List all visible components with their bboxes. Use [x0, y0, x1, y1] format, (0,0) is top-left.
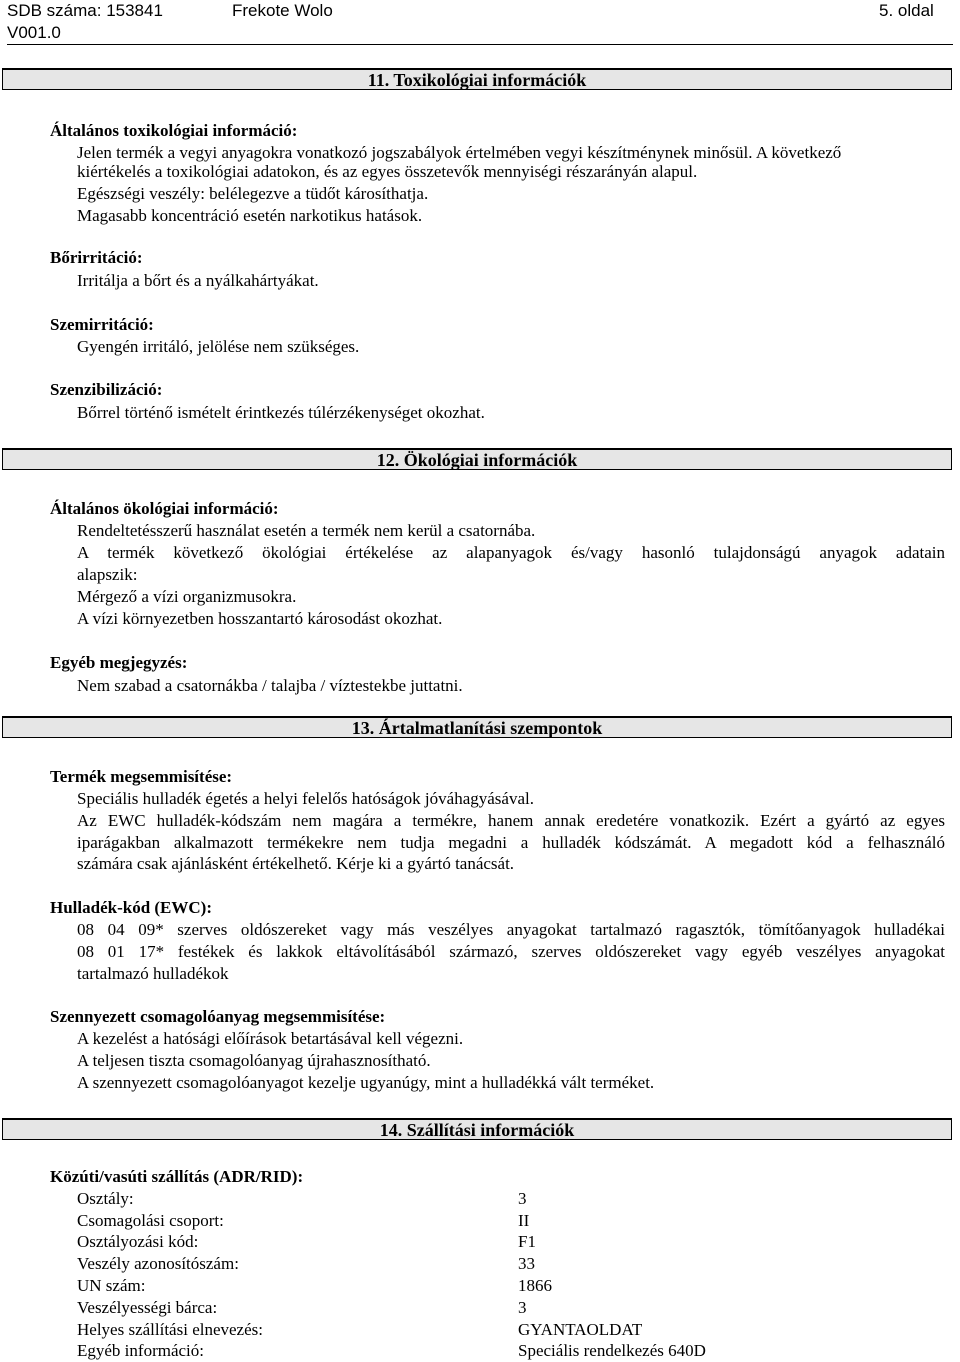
transport-key-label: Veszélyességi bárca:: [77, 1298, 218, 1317]
section-11-heading: 11. Toxikológiai információk: [2, 68, 952, 90]
transport-value-hazard-id: 33: [518, 1254, 535, 1273]
s11-general-label: Általános toxikológiai információ:: [50, 121, 298, 140]
version: V001.0: [7, 23, 61, 42]
transport-key-classification-code: Osztályozási kód:: [77, 1232, 199, 1251]
s11-skin-label: Bőrirritáció:: [50, 248, 143, 267]
s13-pack-label: Szennyezett csomagolóanyag megsemmisítése:: [50, 1007, 386, 1026]
product-name: Frekote Wolo: [232, 1, 333, 20]
s13-disposal-line-4: számára csak ajánlásként értékelhető. Kérje ki a gyártó tanácsát.: [77, 854, 515, 873]
transport-value-shipping-name: GYANTAOLDAT: [518, 1320, 643, 1339]
s13-ewc-line-3: tartalmazó hulladékok: [77, 964, 229, 983]
s11-sens-text: Bőrrel történő ismételt érintkezés túlérzékenységet okozhat.: [77, 403, 485, 422]
s12-line-2: A termék következő ökológiai értékelése az alapanyagok és/vagy hasonló tulajdonságú anyagok adatain: [77, 543, 945, 562]
s11-general-line-1: Jelen termék a vegyi anyagokra vonatkozó jogszabályok értelmében vegyi készítménynek minősül. A következő: [77, 143, 842, 162]
s13-disposal-label: Termék megsemmisítése:: [50, 767, 233, 786]
transport-key-packing-group: Csomagolási csoport:: [77, 1211, 224, 1230]
s13-pack-line-1: A kezelést a hatósági előírások betartásával kell végezni.: [77, 1029, 464, 1048]
s12-line-4: A vízi környezetben hosszantartó károsodást okozhat.: [77, 609, 443, 628]
header-divider: [7, 44, 953, 45]
transport-value-classification-code: F1: [518, 1232, 536, 1251]
s13-disposal-line-2: Az EWC hulladék-kódszám nem magára a termékre, hanem annak eredetére vonatkozik. Ezért a gyártó az egyes: [77, 811, 945, 830]
s14-road-label: Közúti/vasúti szállítás (ADR/RID):: [50, 1167, 304, 1186]
s11-sens-label: Szenzibilizáció:: [50, 380, 163, 399]
transport-value-packing-group: II: [518, 1211, 530, 1230]
s13-disposal-line-1: Speciális hulladék égetés a helyi felelős hatóságok jóváhagyásával.: [77, 789, 534, 808]
transport-value-label: 3: [518, 1298, 527, 1317]
s13-ewc-line-1: 08 04 09* szerves oldószereket vagy más veszélyes anyagokat tartalmazó ragasztók, tömítőanyagok hulladékai: [77, 920, 945, 939]
transport-key-hazard-id: Veszély azonosítószám:: [77, 1254, 239, 1273]
s11-general-line-4: Magasabb koncentráció esetén narkotikus hatások.: [77, 206, 423, 225]
s12-line-1: Rendeltetésszerű használat esetén a termék nem kerül a csatornába.: [77, 521, 536, 540]
s12-general-label: Általános ökológiai információ:: [50, 499, 279, 518]
s13-disposal-line-3: iparágakban alkalmazott termékekre nem tudja megadni a hulladék kódszámát. A megadott kód a felhasználó: [77, 833, 945, 852]
s11-general-line-2: kiértékelés a toxikológiai adatokon, és az egyes összetevők mennyiségi részarányán alapul.: [77, 162, 698, 181]
s13-pack-line-3: A szennyezett csomagolóanyagot kezelje ugyanúgy, mint a hulladékká vált terméket.: [77, 1073, 655, 1092]
transport-key-class: Osztály:: [77, 1189, 134, 1208]
s12-other-label: Egyéb megjegyzés:: [50, 653, 188, 672]
s11-eye-label: Szemirritáció:: [50, 315, 154, 334]
section-12-heading: 12. Ökológiai információk: [2, 448, 952, 470]
s13-pack-line-2: A teljesen tiszta csomagolóanyag újrahasznosítható.: [77, 1051, 431, 1070]
s13-ewc-line-2: 08 01 17* festékek és lakkok eltávolításából származó, szerves oldószereket vagy egyéb veszélyes anyagokat: [77, 942, 945, 961]
section-14-heading: 14. Szállítási információk: [2, 1118, 952, 1140]
transport-value-class: 3: [518, 1189, 527, 1208]
s11-skin-text: Irritálja a bőrt és a nyálkahártyákat.: [77, 271, 319, 290]
s12-other-text: Nem szabad a csatornákba / talajba / víztestekbe juttatni.: [77, 676, 463, 695]
transport-value-un-number: 1866: [518, 1276, 552, 1295]
page-header: [7, 0, 953, 44]
s12-line-3: Mérgező a vízi organizmusokra.: [77, 587, 297, 606]
transport-key-shipping-name: Helyes szállítási elnevezés:: [77, 1320, 263, 1339]
sdb-number: SDB száma: 153841: [7, 1, 163, 20]
s13-ewc-label: Hulladék-kód (EWC):: [50, 898, 212, 917]
transport-value-other-info: Speciális rendelkezés 640D: [518, 1341, 706, 1360]
section-13-heading: 13. Ártalmatlanítási szempontok: [2, 716, 952, 738]
s12-line-2b: alapszik:: [77, 565, 138, 584]
s11-eye-text: Gyengén irritáló, jelölése nem szükséges.: [77, 337, 360, 356]
transport-key-un-number: UN szám:: [77, 1276, 146, 1295]
page-number: 5. oldal: [879, 1, 934, 20]
transport-key-other-info: Egyéb információ:: [77, 1341, 204, 1360]
s11-general-line-3: Egészségi veszély: belélegezve a tüdőt károsíthatja.: [77, 184, 429, 203]
